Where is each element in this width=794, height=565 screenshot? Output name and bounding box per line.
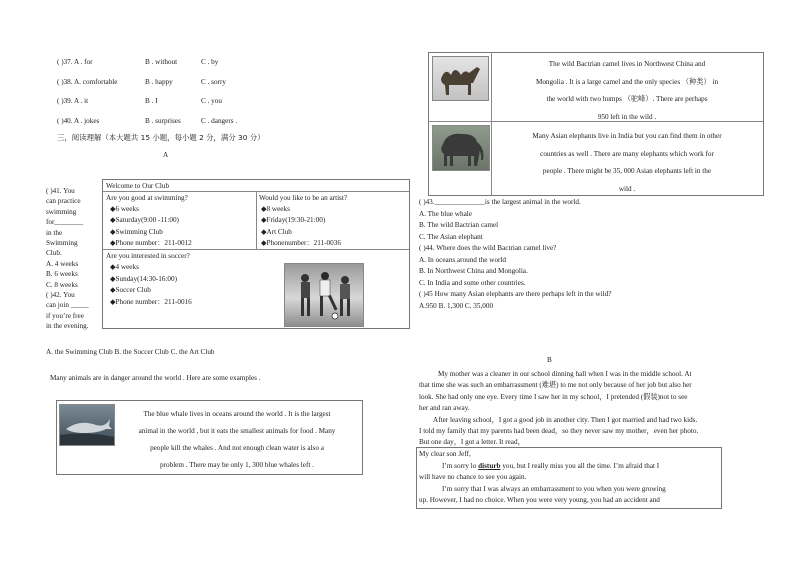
questions-41-42: ( )41. You can practice swimming for________ in the Swimming Club. A. 4 weeks B. 6 weeks C. 8 weeks ( )42. You can join _____ if you’re free in the evening. bbox=[46, 187, 89, 331]
soccer-club-info: Are you interested in soccer? ◆4 weeks ◆Sunday(14:30-16:00) ◆Soccer Club ◆Phone number：211-0016 bbox=[106, 252, 192, 306]
elephant-icon bbox=[433, 126, 489, 170]
question-40: ( )40. A . jokes B . surprises C . dangers . bbox=[57, 117, 238, 125]
underlined-word: disturb bbox=[478, 461, 501, 470]
divider bbox=[491, 52, 492, 195]
soccer-players-icon bbox=[285, 264, 363, 326]
part-b-heading: B bbox=[547, 356, 552, 364]
part-a-heading: A bbox=[163, 151, 169, 159]
blue-whale-text: The blue whale lives in oceans around the world . It is the largest animal in the world , but it eats the smallest animals for food . Many people kill the whales . And not enough clean water is also a problem . There may be only 1, 300 blue whales left . bbox=[138, 410, 336, 469]
question-38: ( )38. A. comfortable B . happy C . sorry bbox=[57, 78, 226, 86]
elephant-photo bbox=[432, 125, 490, 171]
divider bbox=[256, 191, 257, 249]
part-b-passage: My mother was a cleaner in our school dinning hall when I was in the middle school. At that time she was such an embarrassment (难堪) to me not only because of her job but also her look. She had only one eye. Every time I saw her in my school，I pretended (假装)not to see her and ran away. After leaving school，I got a good job in another city. Then I got married and had two kids. I told my family that my parents had been dead，so they never saw my mother，even her photo. But one day，I got a letter. It read， bbox=[419, 370, 699, 447]
soccer-players-photo bbox=[284, 263, 364, 327]
question-42-options: A. the Swimming Club B. the Soccer Club C. the Art Club bbox=[46, 348, 215, 356]
camel-text: The wild Bactrian camel lives in Northwest China and Mongolia . It is a large camel and the only species （种类） in the world with two humps （驼峰）. There are perhaps 950 left in the wild . bbox=[535, 60, 719, 121]
section-title: 三，阅读理解（本大题共 15 小题，每小题 2 分，满分 30 分） bbox=[57, 133, 265, 142]
question-37: ( )37. A . for B . without C . by bbox=[57, 58, 219, 66]
swimming-club-info: Are you good at swimming? ◆6 weeks ◆Saturday(9:00 -11:00) ◆Swimming Club ◆Phone number：211-0012 bbox=[106, 194, 192, 247]
letter-text: My clear son Jeff, I’m sorry lo disturb you, but I really miss you all the time. I’m afraid that I will have no chance to see you again. I’m sorry that I was always an embarrassment to you when you were growing up. However, I had no choice. When you were very young, you had an accident and bbox=[419, 450, 666, 504]
club-welcome: Welcome to Our Club bbox=[106, 182, 170, 190]
question-39: ( )39. A . it B . I C . you bbox=[57, 97, 222, 105]
whale-icon bbox=[60, 405, 114, 445]
blue-whale-photo bbox=[59, 404, 115, 446]
elephant-text: Many Asian elephants live in India but you can find them in other countries as well . There are many elephants which work for people . There might be 35, 000 Asian elephants left in the wild . bbox=[532, 132, 722, 193]
animals-intro: Many animals are in danger around the world . Here are some examples . bbox=[50, 374, 261, 382]
camel-photo bbox=[432, 56, 489, 101]
art-club-info: Would you like to be an artist? ◆8 weeks ◆Friday(19:30-21:00) ◆Art Club ◆Phonenumber：211-0036 bbox=[259, 194, 348, 247]
divider bbox=[102, 249, 409, 250]
questions-43-45: ( )43.______________is the largest animal in the world. A. The blue whale B. The wild Bactrian camel C. The Asian elephant ( )44. Where does the wild Bactrian camel live? A. In oceans around the world B. In Northwest China and Mongolia. C. In India and some other countries. ( )45 How many Asian elephants are there perhaps left in the wild? A.950 B. 1,300 C. 35,000 bbox=[419, 198, 612, 310]
camel-icon bbox=[433, 57, 488, 100]
